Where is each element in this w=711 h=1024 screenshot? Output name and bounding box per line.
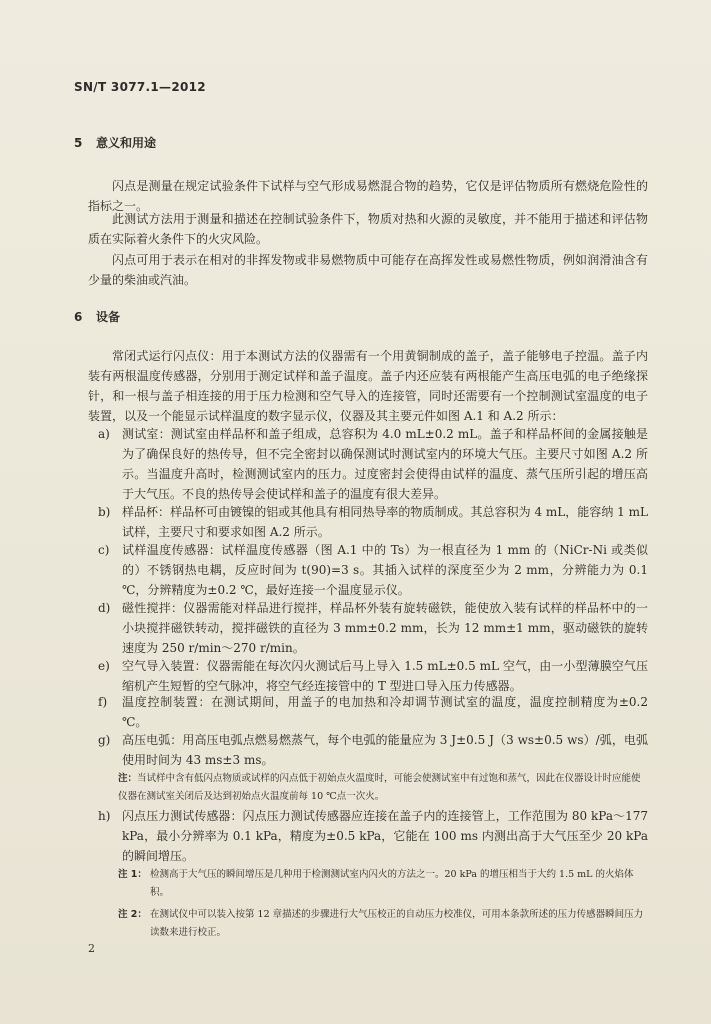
list-item-text: 空气导入装置：仪器需能在每次闪火测试后马上导入 1.5 mL±0.5 mL 空气，由一小型薄膜空气压缩机产生短暂的空气脉冲，将空气经连接管中的 T 型进口导入压力传感器。 [122,659,648,693]
page-number: 2 [88,942,95,955]
section-6-number: 6 [74,310,83,324]
list-item-text: 高压电弧：用高压电弧点燃易燃蒸气，每个电弧的能量应为 3 J±0.5 J（3 ws±0.5 ws）/弧，电弧使用时间为 43 ms±3 ms。 [122,733,648,767]
list-item-label: c) [98,543,110,557]
note-text: 当试样中含有低闪点物质或试样的闪点低于初始点火温度时，可能会使测试室中有过饱和蒸气，因此在仪器设计时应能使仪器在测试室关闭后及达到初始点火温度前每 10 ℃点一次火。 [118,773,641,802]
list-item-text: 样品杯：样品杯可由镀镍的铝或其他具有相同热导率的物质制成。其总容积为 4 mL，能容纳 1 mL 试样，主要尺寸和要求如图 A.2 所示。 [122,505,648,539]
list-item-d [88,598,648,658]
list-item-label: f) [98,695,108,709]
list-item-label: d) [98,601,111,615]
note-g [118,770,650,806]
list-item-text: 测试室：测试室由样品杯和盖子组成，总容积为 4.0 mL±0.2 mL。盖子和样品杯间的金属接触是为了确保良好的热传导，但不完全密封以确保测试时测试室内的环境大气压。主要尺寸如图 A.2 所示。当温度升高时，检测测试室内的压力。过度密封会使得由试样的温度、蒸气压所引起的增压高于大气压。不良的热传导会使试样和盖子的温度有很大差异。 [122,427,648,501]
section-5-title: 意义和用途 [96,136,157,150]
list-item-a [88,424,648,504]
list-item-text: 试样温度传感器：试样温度传感器（图 A.1 中的 Ts）为一根直径为 1 mm 的（NiCr-Ni 或类似的）不锈钢热电耦，反应时间为 t(90)=3 s。其插入试样的深度至少为 2 mm，分辨能力为 0.1 ℃，分辨精度为±0.2 ℃，最好连接一个温度显示仪。 [122,543,648,597]
list-item-h [88,806,648,866]
note-label: 注 2： [118,909,147,920]
section-6-heading [74,308,120,325]
list-item-g [88,730,648,770]
section-5-number: 5 [74,136,83,150]
list-item-label: b) [98,505,111,519]
list-item-text: 温度控制装置：在测试期间，用盖子的电加热和冷却调节测试室的温度，温度控制精度为±0.2 ℃。 [122,695,648,729]
section-5-paragraph-2: 此测试方法用于测量和描述在控制试验条件下，物质对热和火源的灵敏度，并不能用于描述和评估物质在实际着火条件下的火灾风险。 [88,212,648,246]
list-item-e [88,656,648,696]
section-5-paragraph-1: 闪点是测量在规定试验条件下试样与空气形成易燃混合物的趋势，它仅是评估物质所有燃烧危险性的指标之一。 [88,179,648,213]
list-item-label: h) [98,809,111,823]
note-h-1 [118,866,650,902]
note-text: 在测试仪中可以装入按第 12 章描述的步骤进行大气压校正的自动压力校准仪，可用本条款所述的压力传感器瞬间压力读数来进行校正。 [150,909,644,938]
note-label: 注： [118,773,138,784]
section-6-intro: 常闭式运行闪点仪：用于本测试方法的仪器需有一个用黄铜制成的盖子，盖子能够电子控温。盖子内装有两根温度传感器，分别用于测定试样和盖子温度。盖子内还应装有两根能产生高压电弧的电子绝缘探针，和一根与盖子相连接的用于压力检测和空气导入的连接管，同时还需要有一个控制测试室温度的电子装置，以及一个能显示试样温度的数字显示仪，仪器及其主要元件如图 A.1 和 A.2 所示： [88,349,648,423]
list-item-f [88,692,648,732]
section-6-title: 设备 [96,310,121,324]
list-item-text: 闪点压力测试传感器：闪点压力测试传感器应连接在盖子内的连接管上，工作范围为 80 kPa～177 kPa，最小分辨率为 0.1 kPa，精度为±0.5 kPa，它能在 100 ms 内测出高于大气压至少 20 kPa 的瞬间增压。 [122,809,648,863]
list-item-label: e) [98,659,110,673]
list-item-text: 磁性搅拌：仪器需能对样品进行搅拌，样品杯外装有旋转磁铁，能使放入装有试样的样品杯中的一小块搅拌磁铁转动，搅拌磁铁的直径为 3 mm±0.2 mm，长为 12 mm±1 mm，驱动磁铁的旋转速度为 250 r/min～270 r/min。 [122,601,648,655]
standard-code-header: SN/T 3077.1—2012 [74,80,206,94]
section-5-paragraph-3: 闪点可用于表示在相对的非挥发物或非易燃物质中可能存在高挥发性或易燃性物质，例如润滑油含有少量的柴油或汽油。 [88,253,648,287]
list-item-c [88,540,648,600]
note-h-2 [118,906,650,942]
list-item-b [88,502,648,542]
list-item-label: g) [98,733,111,747]
note-text: 检测高于大气压的瞬间增压是几种用于检测测试室内闪火的方法之一。20 kPa 的增压相当于大约 1.5 mL 的火焰体积。 [150,869,634,898]
section-5-heading [74,134,156,151]
note-label: 注 1： [118,869,147,880]
list-item-label: a) [98,427,110,441]
